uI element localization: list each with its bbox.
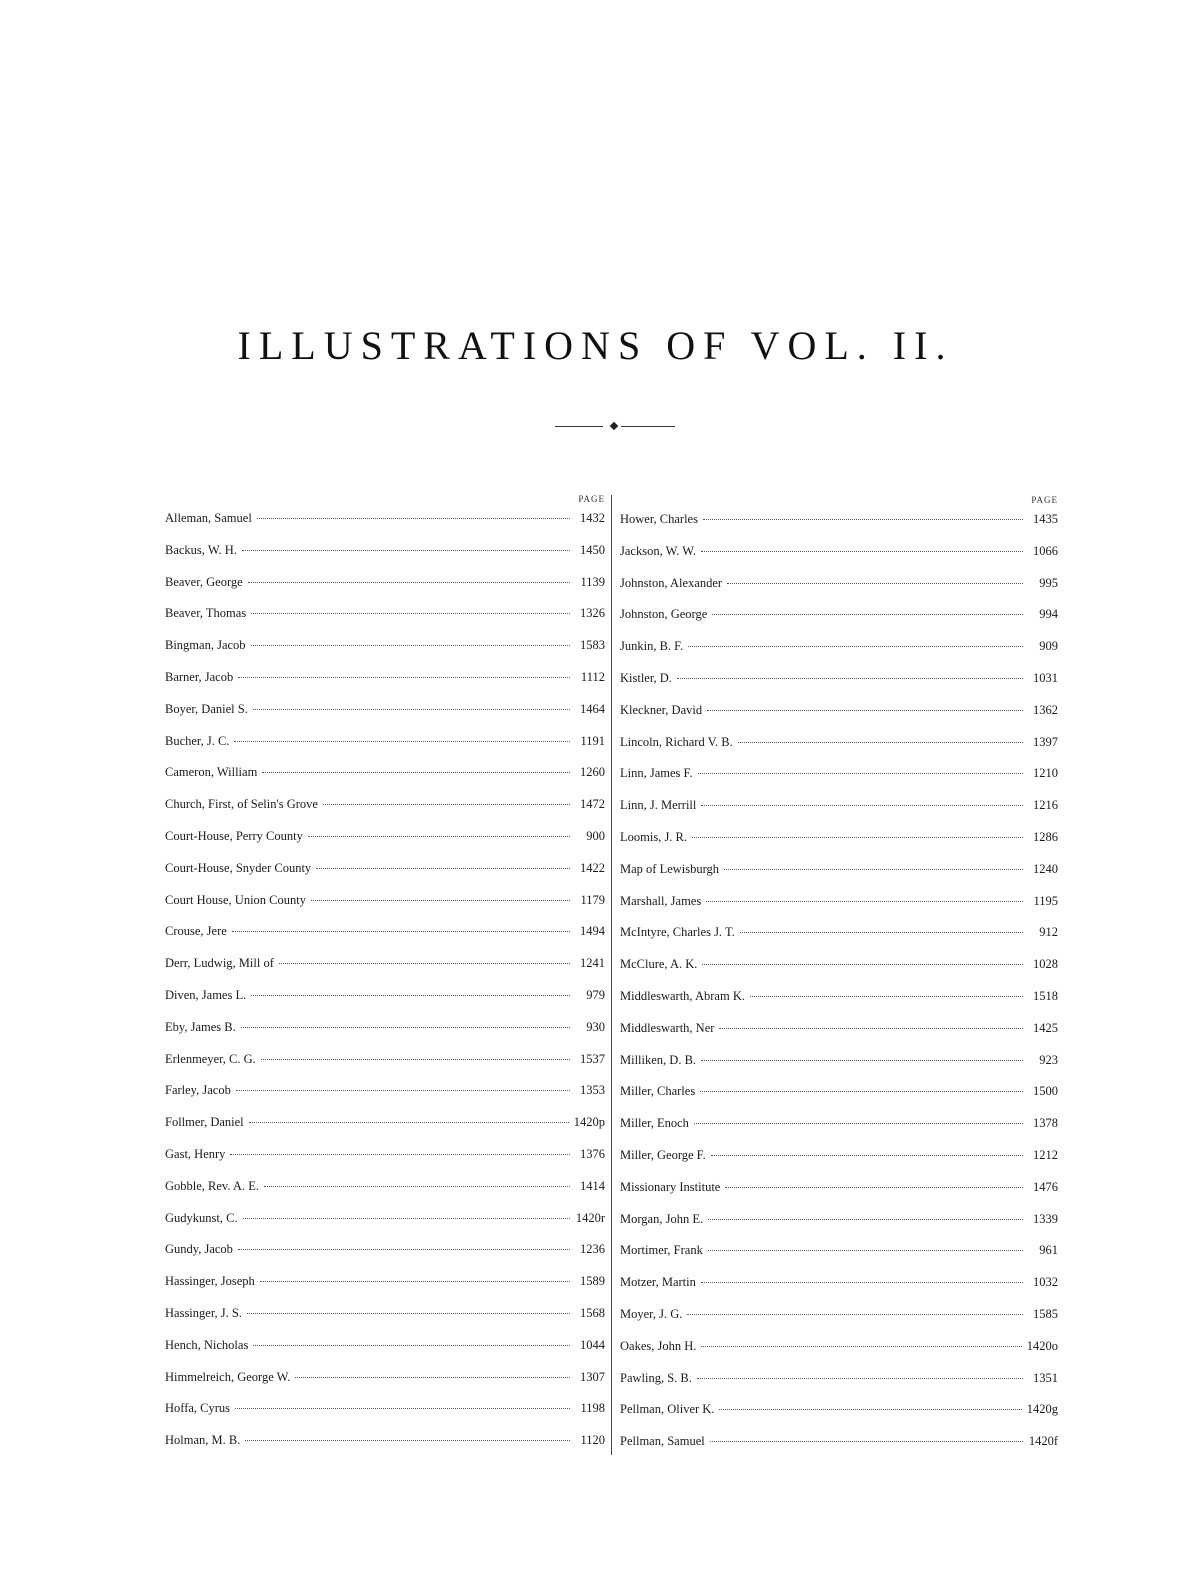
entry-name: Hower, Charles [620,512,698,526]
dot-leader [261,1059,570,1060]
entry-name: Farley, Jacob [165,1083,231,1098]
dot-leader [241,1027,570,1028]
entry-page-number: 1420o [1026,1338,1058,1353]
entry-name: Bucher, J. C. [165,733,230,748]
index-entry [165,1211,605,1243]
entry-name: Gast, Henry [165,1146,226,1161]
index-entry [165,1179,605,1211]
dot-leader [750,996,1023,997]
index-entry [165,606,605,638]
index-entry [165,765,605,797]
entry-page-number: 1422 [580,860,605,875]
entry-name: Erlenmeyer, C. G. [165,1051,256,1066]
dot-leader [710,1441,1023,1442]
index-entry [620,512,1058,544]
right-entry-list [620,512,1058,1466]
entry-name: McIntyre, Charles J. T. [620,925,735,940]
entry-page-number: 1583 [580,638,605,653]
dot-leader [688,646,1023,647]
entry-page-number: 1518 [1033,988,1058,1003]
entry-name: Gudykunst, C. [165,1210,238,1225]
entry-name: McClure, A. K. [620,957,698,972]
index-entry [620,576,1058,608]
index-entry [620,1402,1058,1434]
entry-page-number: 1198 [580,1401,605,1416]
entry-name: Missionary Institute [620,1179,721,1194]
index-entry [165,1401,605,1433]
index-entry [165,1242,605,1274]
entry-page-number: 995 [1039,575,1058,590]
dot-leader [694,1123,1023,1124]
index-entry [620,671,1058,703]
index-entry [165,1433,605,1465]
entry-name: Court-House, Perry County [165,828,303,843]
entry-page-number: 1351 [1033,1370,1058,1385]
index-entry [620,925,1058,957]
dot-leader [251,645,570,646]
index-entry [620,894,1058,926]
index-entry [165,638,605,670]
entry-page-number: 930 [586,1019,605,1034]
dot-leader [707,710,1023,711]
entry-name: Miller, Enoch [620,1116,689,1131]
index-entry [165,734,605,766]
ornament-rule-right [621,426,675,427]
entry-page-number: 1112 [580,669,605,684]
left-page-header: PAGE [578,494,605,504]
entry-name: Morgan, John E. [620,1211,704,1226]
dot-leader [708,1219,1023,1220]
entry-page-number: 1286 [1033,829,1058,844]
index-entry [620,639,1058,671]
dot-leader [706,901,1023,902]
index-entry [165,575,605,607]
entry-page-number: 1362 [1033,702,1058,717]
entry-name: Gundy, Jacob [165,1242,233,1257]
index-entry [620,1148,1058,1180]
dot-leader [740,932,1023,933]
entry-name: Miller, Charles [620,1084,696,1099]
entry-page-number: 1378 [1033,1116,1058,1131]
entry-name: Milliken, D. B. [620,1052,697,1067]
entry-page-number: 1537 [580,1051,605,1066]
entry-page-number: 1450 [580,542,605,557]
index-entry [620,1307,1058,1339]
entry-name: Pellman, Samuel [620,1434,705,1449]
entry-name: Hassinger, J. S. [165,1305,242,1320]
entry-name: Middleswarth, Abram K. [620,988,745,1003]
dot-leader [251,613,570,614]
entry-name: Lincoln, Richard V. B. [620,734,733,749]
index-entry [165,1370,605,1402]
entry-page-number: 1472 [580,797,605,812]
entry-page-number: 1585 [1033,1306,1058,1321]
entry-name: Diven, James L. [165,987,247,1002]
index-entry [620,544,1058,576]
entry-page-number: 1210 [1033,766,1058,781]
dot-leader [295,1377,570,1378]
index-entry [165,1115,605,1147]
entry-page-number: 1432 [580,511,605,525]
index-entry [620,989,1058,1021]
dot-leader [236,1090,570,1091]
entry-name: Hench, Nicholas [165,1337,249,1352]
index-entry [620,1339,1058,1371]
index-entry [620,1275,1058,1307]
dot-leader [701,805,1023,806]
entry-name: Court-House, Snyder County [165,860,312,875]
entry-page-number: 1307 [580,1369,605,1384]
index-entry [620,1371,1058,1403]
left-entry-list [165,511,605,1465]
entry-name: Junkin, B. F. [620,639,684,654]
dot-leader [262,772,570,773]
dot-leader [260,1281,570,1282]
entry-name: Motzer, Martin [620,1275,696,1290]
entry-name: Follmer, Daniel [165,1115,244,1130]
ornament-rule-left [555,426,603,427]
entry-name: Oakes, John H. [620,1338,697,1353]
index-entry [620,1180,1058,1212]
index-entry [165,1083,605,1115]
entry-page-number: 1339 [1033,1211,1058,1226]
dot-leader [727,583,1023,584]
dot-leader [701,1346,1021,1347]
entry-name: Middleswarth, Ner [620,1020,715,1035]
dot-leader [257,518,570,519]
entry-page-number: 1260 [580,765,605,780]
entry-name: Court House, Union County [165,892,306,907]
entry-page-number: 1216 [1033,798,1058,813]
dot-leader [243,1218,570,1219]
entry-page-number: 1212 [1033,1147,1058,1162]
index-entry [165,1020,605,1052]
index-entry [620,607,1058,639]
index-entry [165,797,605,829]
entry-name: Boyer, Daniel S. [165,701,248,716]
dot-leader [719,1409,1021,1410]
index-entry [620,703,1058,735]
entry-page-number: 1420g [1026,1402,1058,1417]
entry-page-number: 1500 [1033,1084,1058,1099]
dot-leader [253,709,570,710]
dot-leader [701,1060,1023,1061]
dot-leader [251,995,570,996]
index-entry [620,766,1058,798]
entry-page-number: 909 [1039,639,1058,654]
entry-name: Linn, James F. [620,766,693,781]
dot-leader [719,1028,1023,1029]
entry-page-number: 1435 [1033,512,1058,526]
index-entry [620,1116,1058,1148]
index-entry [620,1243,1058,1275]
entry-page-number: 1420f [1028,1434,1058,1449]
dot-leader [238,677,570,678]
index-entry [620,1084,1058,1116]
dot-leader [249,1122,569,1123]
entry-page-number: 1241 [580,956,605,971]
index-entry [620,957,1058,989]
index-entry [620,1212,1058,1244]
title-ornament [555,420,675,432]
dot-leader [697,1378,1023,1379]
entry-page-number: 1397 [1033,734,1058,749]
entry-page-number: 1326 [580,606,605,621]
index-entry [165,1338,605,1370]
entry-page-number: 923 [1039,1052,1058,1067]
entry-name: Johnston, George [620,607,708,622]
index-entry [165,702,605,734]
dot-leader [248,582,570,583]
entry-name: Church, First, of Selin's Grove [165,797,318,812]
entry-page-number: 1420p [573,1115,605,1130]
entry-name: Johnston, Alexander [620,575,723,590]
entry-name: Bingman, Jacob [165,638,246,653]
entry-page-number: 912 [1039,925,1058,940]
entry-name: Hassinger, Joseph [165,1274,255,1289]
right-page-header: PAGE [1031,495,1058,505]
index-entry [620,1053,1058,1085]
dot-leader [308,836,570,837]
entry-page-number: 961 [1039,1243,1058,1258]
entry-name: Mortimer, Frank [620,1243,703,1258]
dot-leader [311,900,570,901]
entry-page-number: 1464 [580,701,605,716]
dot-leader [738,742,1023,743]
dot-leader [702,964,1023,965]
entry-page-number: 1589 [580,1274,605,1289]
entry-name: Holman, M. B. [165,1433,241,1448]
entry-name: Jackson, W. W. [620,543,697,558]
entry-page-number: 1420r [575,1210,605,1225]
entry-page-number: 1414 [580,1178,605,1193]
index-entry [165,1052,605,1084]
dot-leader [708,1250,1023,1251]
dot-leader [234,741,570,742]
dot-leader [245,1440,570,1441]
entry-name: Backus, W. H. [165,542,237,557]
dot-leader [711,1155,1023,1156]
index-entry [165,511,605,543]
entry-name: Barner, Jacob [165,669,234,684]
dot-leader [701,1282,1023,1283]
entry-page-number: 1494 [580,924,605,939]
dot-leader [700,1091,1023,1092]
dot-leader [677,678,1023,679]
entry-page-number: 1353 [580,1083,605,1098]
index-entry [620,798,1058,830]
dot-leader [264,1186,570,1187]
entry-page-number: 900 [586,828,605,843]
dot-leader [279,963,570,964]
entry-name: Pellman, Oliver K. [620,1402,715,1417]
dot-leader [230,1154,570,1155]
entry-page-number: 1568 [580,1305,605,1320]
entry-name: Beaver, Thomas [165,606,247,621]
entry-page-number: 1066 [1033,543,1058,558]
column-divider [611,495,612,1455]
entry-name: Derr, Ludwig, Mill of [165,956,274,971]
entry-name: Gobble, Rev. A. E. [165,1178,259,1193]
dot-leader [316,868,570,869]
entry-name: Hoffa, Cyrus [165,1401,231,1416]
index-entry [165,1274,605,1306]
index-entry [165,670,605,702]
dot-leader [323,804,570,805]
entry-page-number: 1191 [580,733,605,748]
entry-page-number: 994 [1039,607,1058,622]
index-entry [165,924,605,956]
entry-name: Crouse, Jere [165,924,227,939]
entry-name: Eby, James B. [165,1019,236,1034]
index-entry [165,893,605,925]
entry-page-number: 1425 [1033,1020,1058,1035]
entry-name: Kleckner, David [620,702,703,717]
index-entry [620,830,1058,862]
entry-name: Cameron, William [165,765,258,780]
index-entry [165,1306,605,1338]
dot-leader [701,551,1023,552]
index-entry [165,988,605,1020]
right-column [620,493,1058,1466]
entry-page-number: 1179 [580,892,605,907]
entry-page-number: 1195 [1033,893,1058,908]
entry-name: Loomis, J. R. [620,829,688,844]
entry-name: Alleman, Samuel [165,511,252,525]
dot-leader [698,773,1023,774]
index-entry [620,862,1058,894]
index-entry [165,1147,605,1179]
entry-name: Beaver, George [165,574,243,589]
entry-name: Pawling, S. B. [620,1370,692,1385]
entry-name: Moyer, J. G. [620,1306,683,1321]
dot-leader [253,1345,570,1346]
index-entry [165,956,605,988]
entry-page-number: 1044 [580,1337,605,1352]
entry-name: Marshall, James [620,893,702,908]
index-entry [620,1434,1058,1466]
entry-page-number: 1376 [580,1146,605,1161]
entry-page-number: 1120 [580,1433,605,1448]
entry-page-number: 1240 [1033,861,1058,876]
entry-page-number: 1139 [580,574,605,589]
entry-page-number: 1028 [1033,957,1058,972]
ornament-diamond-icon [610,422,618,430]
dot-leader [242,550,570,551]
dot-leader [232,931,570,932]
dot-leader [687,1314,1023,1315]
entry-name: Himmelreich, George W. [165,1369,291,1384]
left-column [165,493,605,1465]
page-title: ILLUSTRATIONS OF VOL. II. [237,323,954,368]
entry-name: Map of Lewisburgh [620,861,720,876]
entry-name: Linn, J. Merrill [620,798,697,813]
entry-page-number: 1476 [1033,1179,1058,1194]
entry-name: Kistler, D. [620,670,672,685]
entry-page-number: 1236 [580,1242,605,1257]
index-entry [165,543,605,575]
dot-leader [712,614,1023,615]
dot-leader [724,869,1023,870]
index-entry [165,829,605,861]
index-entry [620,1021,1058,1053]
dot-leader [725,1187,1023,1188]
entry-page-number: 1031 [1033,670,1058,685]
dot-leader [692,837,1023,838]
index-entry [620,735,1058,767]
entry-page-number: 979 [586,987,605,1002]
entry-name: Miller, George F. [620,1147,706,1162]
entry-page-number: 1032 [1033,1275,1058,1290]
dot-leader [247,1313,570,1314]
index-entry [165,861,605,893]
dot-leader [238,1249,570,1250]
dot-leader [235,1408,570,1409]
dot-leader [703,519,1023,520]
